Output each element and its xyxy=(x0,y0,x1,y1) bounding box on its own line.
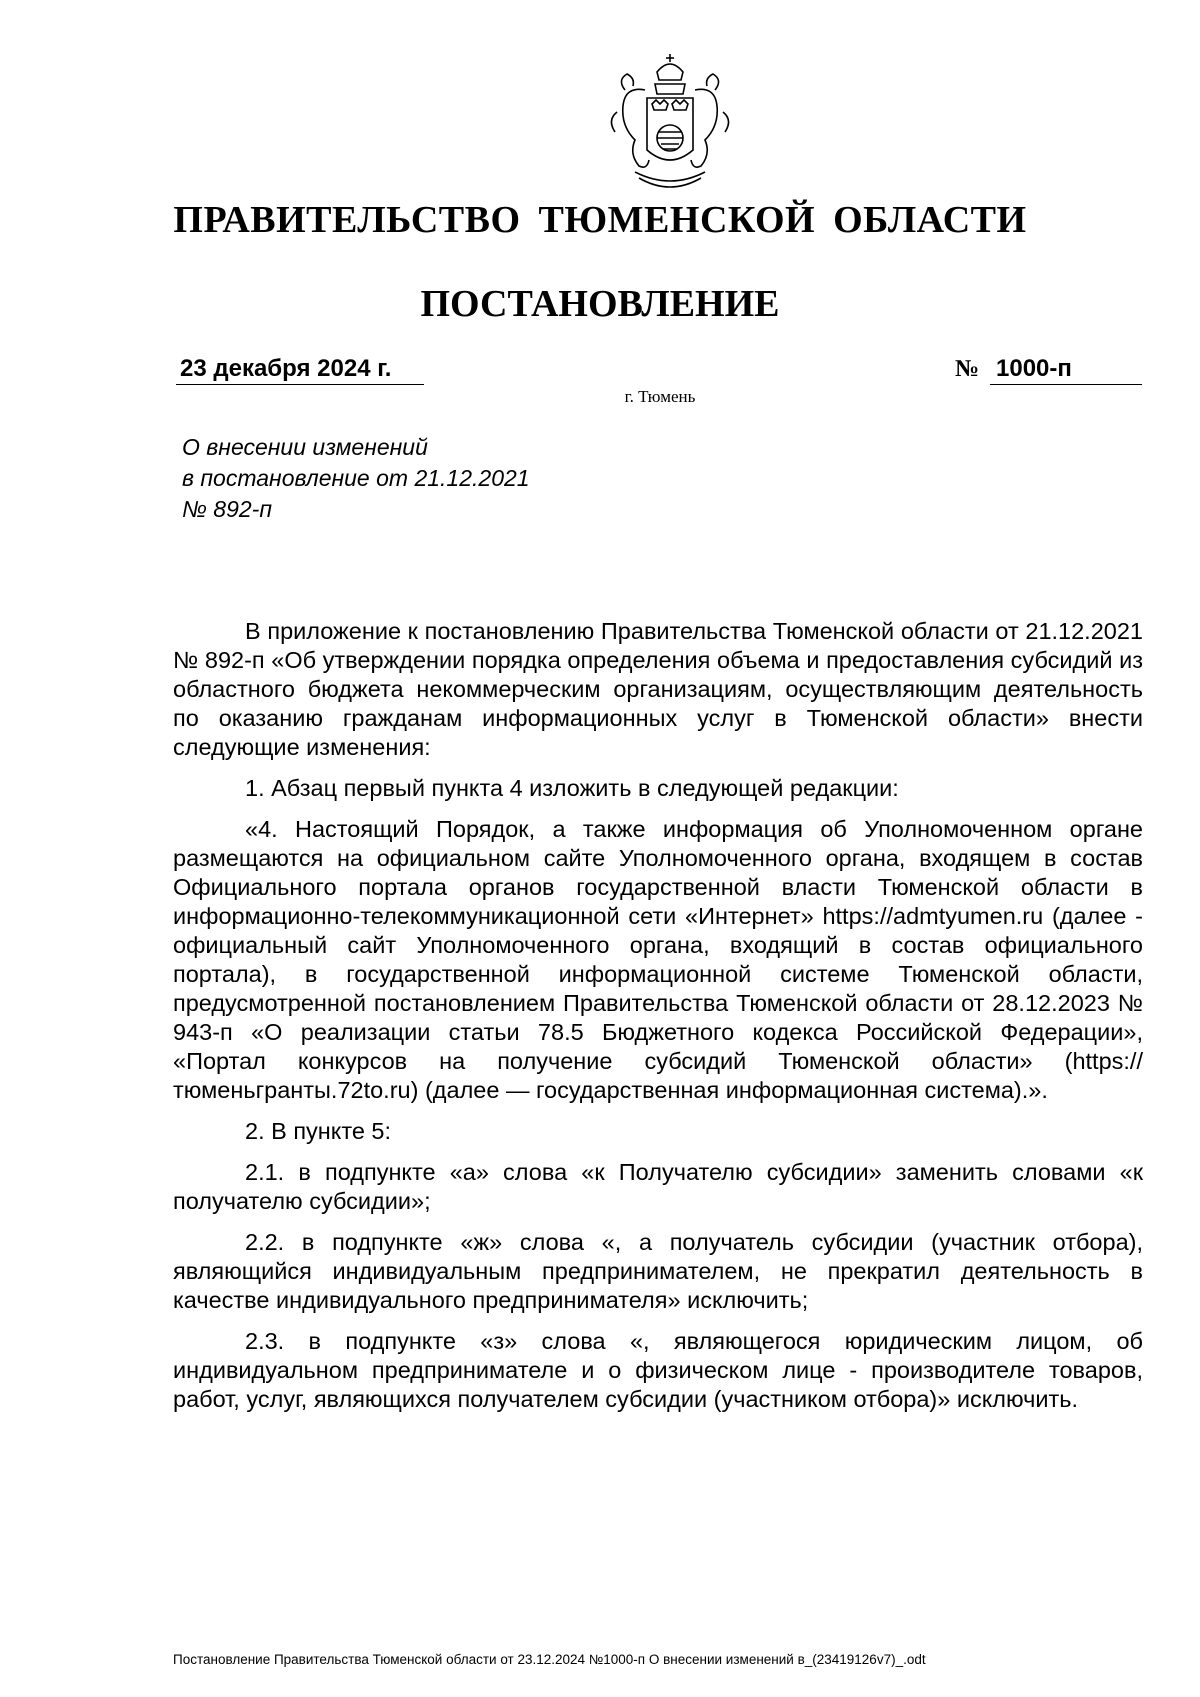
document-footer: Постановление Правительства Тюменской области от 23.12.2024 №1000-п О внесении изменений в_(23419126v7)_.odt xyxy=(173,1652,926,1667)
body-paragraph: 2.1. в подпункте «а» слова «к Получателю субсидии» заменить словами «к получателю субсидии»; xyxy=(173,1159,1143,1214)
body-paragraph: 2.2. в подпункте «ж» слова «, а получатель субсидии (участник отбора), являющийся индивидуальным предпринимателем, не прекратил деятельность в качестве индивидуального предпринимателя» исключить; xyxy=(173,1229,1143,1313)
document-city: г. Тюмень xyxy=(624,387,696,406)
document-type: ПОСТАНОВЛЕНИЕ xyxy=(420,283,780,325)
number-sign: № xyxy=(955,356,980,382)
body-paragraph: В приложение к постановлению Правительства Тюменской области от 21.12.2021 № 892-п «Об утверждении порядка определения объема и предоставления субсидий из областного бюджета некоммерческим организациям, осуществляющим деятельность по оказанию гражданам информационных услуг в Тюменской области» внести следующие изменения: xyxy=(173,618,1143,760)
subject-line: № 892-п xyxy=(182,496,272,522)
document-date: 23 декабря 2024 г. xyxy=(176,354,424,385)
coat-of-arms-emblem xyxy=(595,50,745,200)
document-subject xyxy=(182,432,682,525)
subject-line: О внесении изменений xyxy=(182,434,428,460)
organization-title: ПРАВИТЕЛЬСТВО ТЮМЕНСКОЙ ОБЛАСТИ xyxy=(173,199,1027,241)
document-number: 1000-п xyxy=(990,354,1142,385)
body-paragraph: 1. Абзац первый пункта 4 изложить в следующей редакции: xyxy=(245,775,899,801)
body-paragraph: 2. В пункте 5: xyxy=(245,1118,392,1144)
subject-line: в постановление от 21.12.2021 xyxy=(182,465,530,491)
document-body xyxy=(173,617,1143,1426)
body-paragraph: «4. Настоящий Порядок, а также информация об Уполномоченном органе размещаются на официальном сайте Уполномоченного органа, входящем в состав Официального портала органов государственной власти Тюменской области в информационно-телекоммуникационной сети «Интернет» https://admtyumen.ru (далее - официальный сайт Уполномоченного органа, входящий в состав официального портала), в государственной информационной системе Тюменской области, предусмотренной постановлением Правительства Тюменской области от 28.12.2023 № 943-п «О реализации статьи 78.5 Бюджетного кодекса Российской Федерации», «Портал конкурсов на получение субсидий Тюменской области» (https://тюменьгранты.72to.ru) (далее — государственная информационная система).». xyxy=(173,816,1143,1103)
body-paragraph: 2.3. в подпункте «з» слова «, являющегося юридическим лицом, об индивидуальном предпринимателе и о физическом лице - производителе товаров, работ, услуг, являющихся получателем субсидии (участником отбора)» исключить. xyxy=(173,1328,1143,1412)
